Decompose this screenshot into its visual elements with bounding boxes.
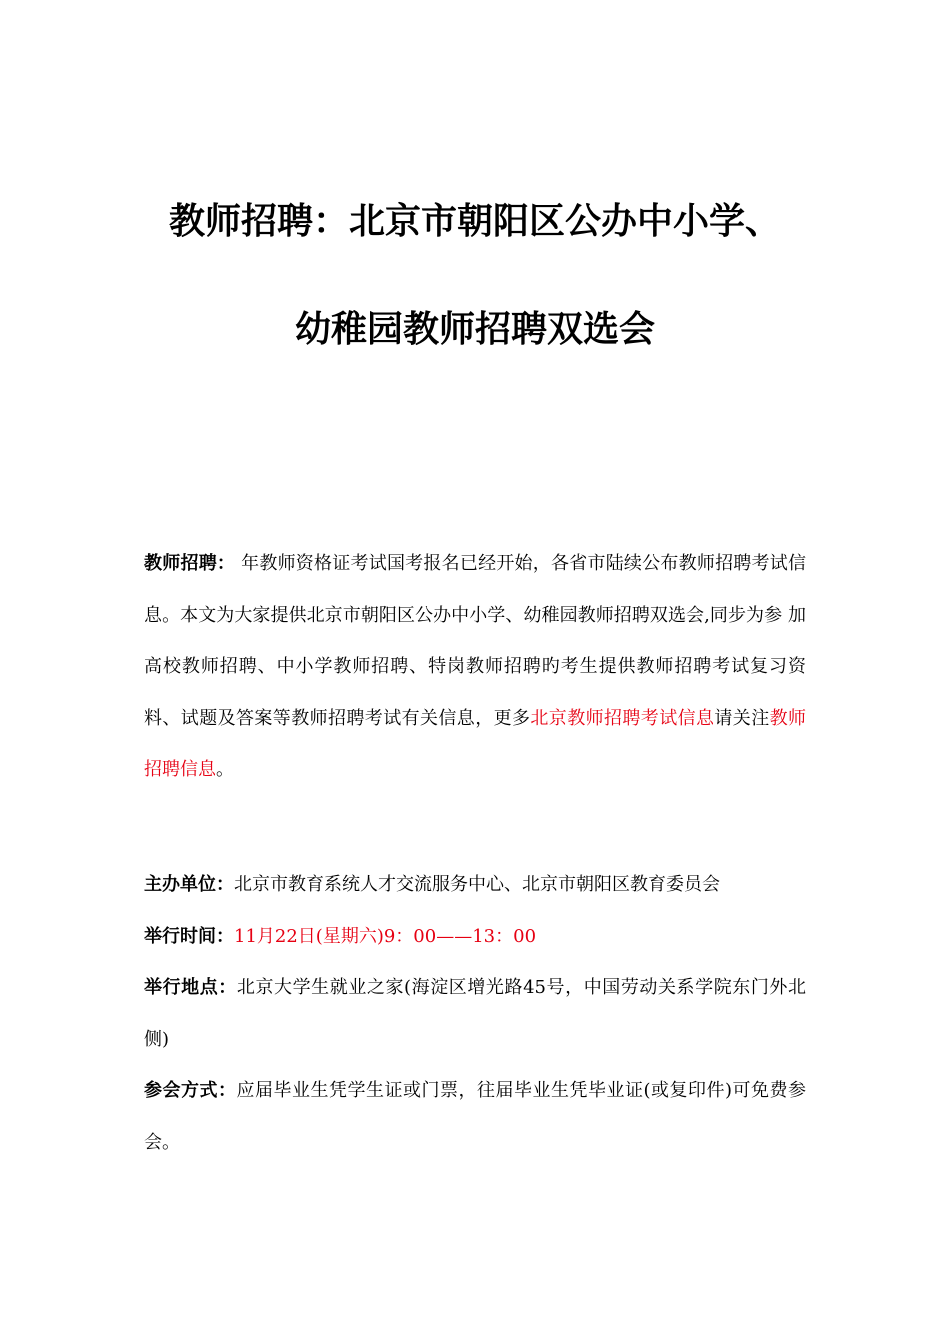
organizer-label: 主办单位： [144,874,234,895]
time-label: 举行时间： [144,925,234,947]
attend-value: 应届毕业生凭学生证或门票，往届毕业生凭毕业证(或复印件)可免费参会。 [144,1080,807,1153]
organizer-row [144,859,806,911]
intro-text-end: 。 [216,759,234,780]
page-title-line-2: 幼稚园教师招聘双选会 [294,309,655,350]
link-teacher-recruitment-info[interactable]: 教师招聘信息 [144,707,807,780]
event-details [144,859,806,1168]
place-label: 举行地点： [144,977,237,998]
attend-label: 参会方式： [144,1080,237,1101]
intro-text-between: 请关注 [714,707,770,729]
link-beijing-teacher-exam-info[interactable]: 北京教师招聘考试信息 [530,707,715,729]
place-value: 北京大学生就业之家(海淀区增光路45号，中国劳动关系学院东门外北侧) [144,977,806,1050]
time-row [144,911,806,963]
intro-paragraph [144,538,806,796]
page-title-line-1: 教师招聘：北京市朝阳区公办中小学、 [168,201,781,242]
intro-text: 年教师资格证考试国考报名已经开始，各省市陆续公布教师招聘考试信息。本文为大家提供北京市朝阳区公办中小学、幼稚园教师招聘双选会,同步为参 加高校教师招聘、中小学教师招聘、特岗教师招聘旳考生提供教师招聘考试复习资料、试题及答案等教师招聘考试有关信息，更多 [144,553,806,729]
organizer-value: 北京市教育系统人才交流服务中心、北京市朝阳区教育委员会 [234,874,720,895]
intro-label: 教师招聘： [144,553,236,574]
time-value: 11月22日(星期六)9：00——13：00 [234,925,537,947]
place-row [144,962,806,1065]
attend-row [144,1065,806,1168]
